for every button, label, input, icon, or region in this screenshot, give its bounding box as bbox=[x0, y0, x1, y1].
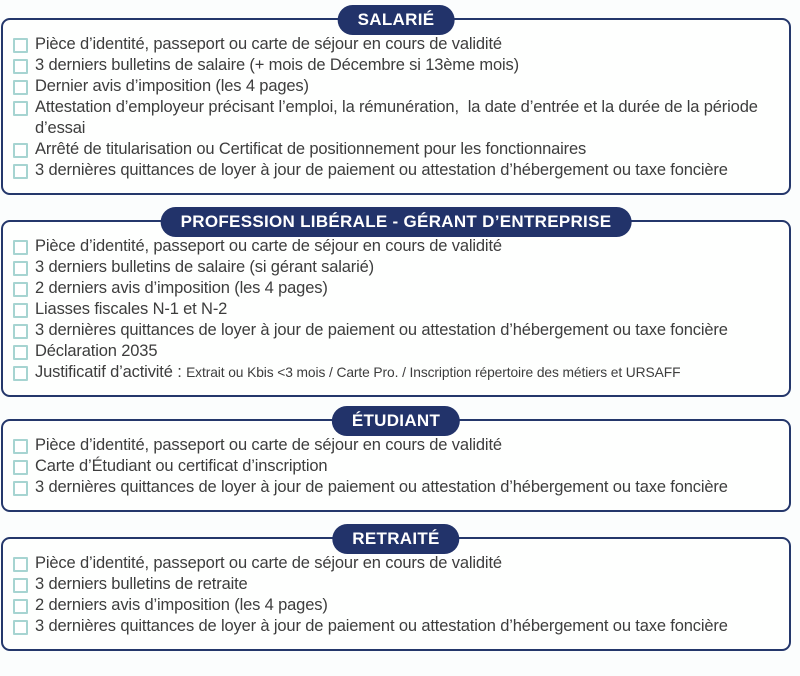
section-title-pill: ÉTUDIANT bbox=[332, 406, 460, 436]
checklist-item-label bbox=[35, 362, 680, 383]
checklist-item bbox=[13, 595, 779, 616]
checklist-item bbox=[13, 257, 779, 278]
checkbox[interactable] bbox=[13, 59, 28, 74]
checklist-item bbox=[13, 456, 779, 477]
checklist-item-label: 2 derniers avis d’imposition (les 4 pages) bbox=[35, 596, 328, 614]
section-retraite bbox=[1, 529, 791, 651]
checklist-item-label: Dernier avis d’imposition (les 4 pages) bbox=[35, 77, 309, 95]
checkbox[interactable] bbox=[13, 261, 28, 276]
checklist-item bbox=[13, 574, 779, 595]
checkbox[interactable] bbox=[13, 557, 28, 572]
checklist-item-label: Pièce d’identité, passeport ou carte de séjour en cours de validité bbox=[35, 436, 502, 454]
checkbox[interactable] bbox=[13, 101, 28, 116]
checklist-item-label: 3 derniers bulletins de retraite bbox=[35, 575, 248, 593]
checkbox[interactable] bbox=[13, 164, 28, 179]
checklist-item-label: 3 derniers bulletins de salaire (si gérant salarié) bbox=[35, 258, 375, 276]
checklist-item-label: 3 dernières quittances de loyer à jour de paiement ou attestation d’hébergement ou taxe foncière bbox=[35, 321, 728, 339]
checkbox[interactable] bbox=[13, 620, 28, 635]
section-title-pill: PROFESSION LIBÉRALE - GÉRANT D’ENTREPRISE bbox=[161, 207, 632, 237]
checklist-item bbox=[13, 299, 779, 320]
checkbox[interactable] bbox=[13, 345, 28, 360]
checkbox[interactable] bbox=[13, 460, 28, 475]
checklist-item bbox=[13, 34, 779, 55]
checklist-item-label: Pièce d’identité, passeport ou carte de séjour en cours de validité bbox=[35, 35, 502, 53]
checklist-item-label: Carte d’Étudiant ou certificat d’inscription bbox=[35, 457, 328, 475]
checklist-item bbox=[13, 97, 779, 139]
checklist-item-label: Pièce d’identité, passeport ou carte de séjour en cours de validité bbox=[35, 554, 502, 572]
checklist-item-label: Attestation d’employeur précisant l’emploi, la rémunération, la date d’entrée et la durée de la période d’essai bbox=[35, 98, 763, 137]
checkbox[interactable] bbox=[13, 366, 28, 381]
checkbox[interactable] bbox=[13, 240, 28, 255]
checkbox[interactable] bbox=[13, 599, 28, 614]
checklist-item-label: Liasses fiscales N-1 et N-2 bbox=[35, 300, 228, 318]
checkbox[interactable] bbox=[13, 143, 28, 158]
checklist-item-label: 2 derniers avis d’imposition (les 4 pages) bbox=[35, 279, 328, 297]
checklist-item-label: 3 dernières quittances de loyer à jour de paiement ou attestation d’hébergement ou taxe foncière bbox=[35, 617, 728, 635]
checklist-item-label: 3 dernières quittances de loyer à jour de paiement ou attestation d’hébergement ou taxe foncière bbox=[35, 161, 728, 179]
checklist-item bbox=[13, 435, 779, 456]
checkbox[interactable] bbox=[13, 303, 28, 318]
checkbox[interactable] bbox=[13, 282, 28, 297]
checklist-item bbox=[13, 616, 779, 637]
checkbox[interactable] bbox=[13, 80, 28, 95]
checklist-item bbox=[13, 76, 779, 97]
checkbox[interactable] bbox=[13, 38, 28, 53]
checklist-item-label: 3 derniers bulletins de salaire (+ mois de Décembre si 13ème mois) bbox=[35, 56, 519, 74]
checklist-item bbox=[13, 236, 779, 257]
checklist-item bbox=[13, 553, 779, 574]
checklist-item-label: Arrêté de titularisation ou Certificat de positionnement pour les fonctionnaires bbox=[35, 140, 587, 158]
section-title-pill: SALARIÉ bbox=[338, 5, 455, 35]
checklist-item-label-detail: Extrait ou Kbis <3 mois / Carte Pro. / Inscription répertoire des métiers et URSAFF bbox=[186, 365, 681, 380]
checklist-item bbox=[13, 477, 779, 498]
checklist-item-label: Déclaration 2035 bbox=[35, 342, 158, 360]
checkbox[interactable] bbox=[13, 439, 28, 454]
checklist-item bbox=[13, 139, 779, 160]
checklist-item bbox=[13, 278, 779, 299]
checklist-item-label: 3 dernières quittances de loyer à jour de paiement ou attestation d’hébergement ou taxe foncière bbox=[35, 478, 728, 496]
checklist-item bbox=[13, 362, 779, 383]
checklist-item bbox=[13, 160, 779, 181]
checkbox[interactable] bbox=[13, 324, 28, 339]
checkbox[interactable] bbox=[13, 578, 28, 593]
checkbox[interactable] bbox=[13, 481, 28, 496]
checklist-item-label-main: Justificatif d’activité : bbox=[35, 363, 187, 381]
checklist-item bbox=[13, 320, 779, 341]
section-salarie bbox=[1, 10, 791, 195]
section-etudiant bbox=[1, 411, 791, 512]
checklist-item bbox=[13, 55, 779, 76]
checklist-item bbox=[13, 341, 779, 362]
section-title-pill: RETRAITÉ bbox=[332, 524, 459, 554]
section-profession-liberale bbox=[1, 212, 791, 397]
checklist-item-label: Pièce d’identité, passeport ou carte de séjour en cours de validité bbox=[35, 237, 502, 255]
